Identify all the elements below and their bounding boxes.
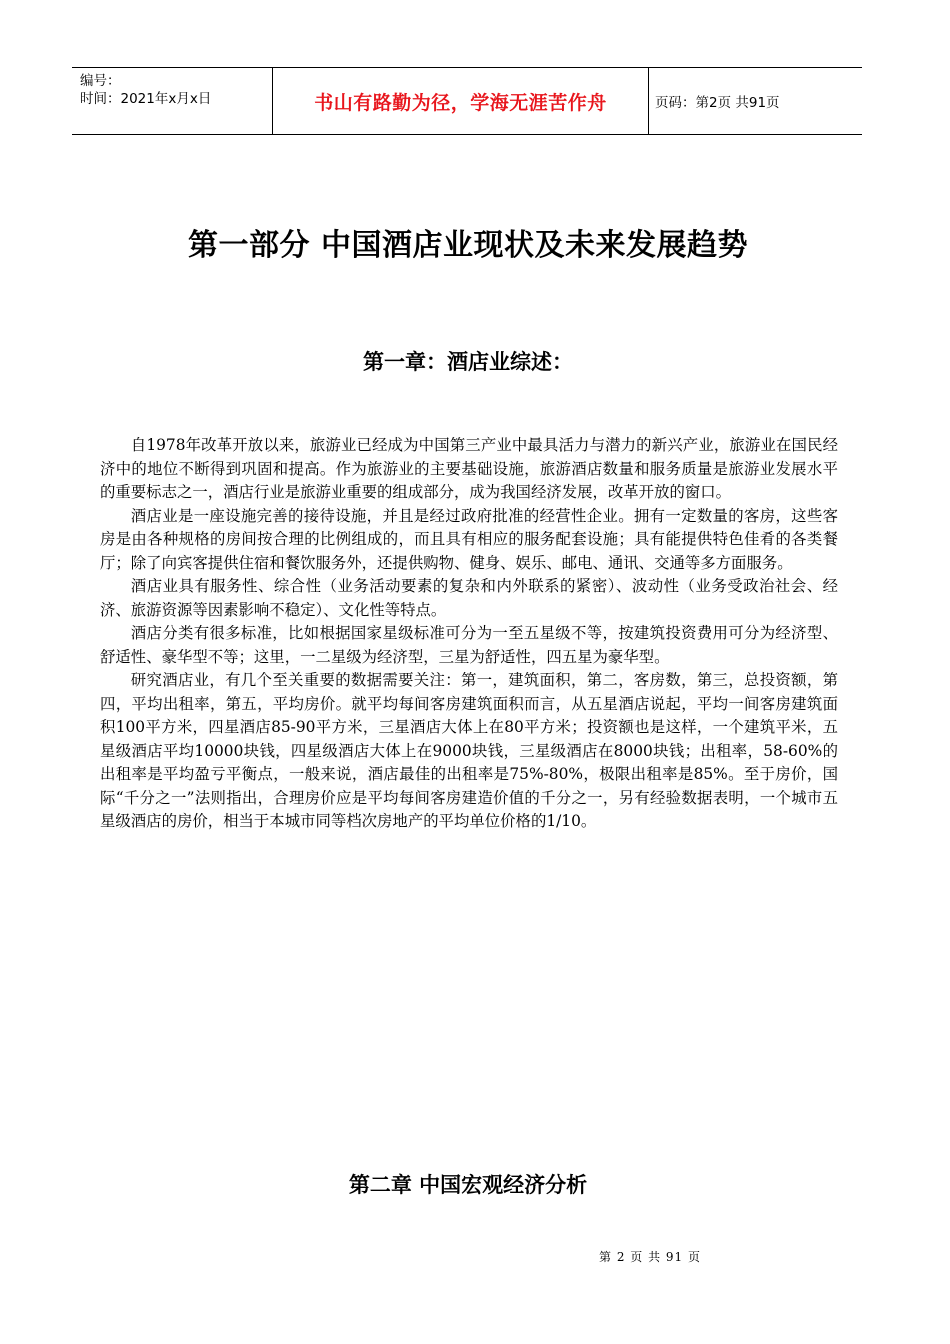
part-title: 第一部分 中国酒店业现状及未来发展趋势 [188,228,748,263]
header-page-cell [649,68,862,134]
paragraph: 酒店业是一座设施完善的接待设施，并且是经过政府批准的经营性企业。拥有一定数量的客房，这些客房是由各种规格的房间按合理的比例组成的，而且具有相应的服务配套设施；具有能提供特色佳肴的各类餐厅；除了向宾客提供住宿和餐饮服务外，还提供购物、健身、娱乐、邮电、通讯、交通等多方面服务。 [100,506,838,572]
header-meta-cell [72,68,273,134]
page-footer: 第 2 页 共 91 页 [599,1250,701,1264]
page-header [72,67,862,135]
header-motto-cell [273,68,649,134]
document-number-label: 编号： [80,73,121,89]
paragraph: 研究酒店业，有几个至关重要的数据需要关注：第一，建筑面积，第二，客房数，第三，总投资额，第四，平均出租率，第五，平均房价。就平均每间客房建筑面积而言，从五星酒店说起，平均一间客房建筑面积100平方米，四星酒店85-90平方米，三星酒店大体上在80平方米；投资额也是这样，一个建筑平米，五星级酒店平均10000块钱，四星级酒店大体上在9000块钱，三星级酒店在8000块钱；出租率，58-60%的出租率是平均盈亏平衡点，一般来说，酒店最佳的出租率是75%-80%，极限出租率是85%。至于房价，国际“千分之一”法则指出，合理房价应是平均每间客房建造价值的千分之一，另有经验数据表明，一个城市五星级酒店的房价，相当于本城市同等档次房地产的平均单位价格的1/10。 [100,671,838,830]
header-motto: 书山有路勤为径，学海无涯苦作舟 [314,91,607,114]
chapter-1-title: 第一章：酒店业综述： [363,350,573,374]
paragraph: 自1978年改革开放以来，旅游业已经成为中国第三产业中最具活力与潜力的新兴产业，旅游业在国民经济中的地位不断得到巩固和提高。作为旅游业的主要基础设施，旅游酒店数量和服务质量是旅游业发展水平的重要标志之一，酒店行业是旅游业重要的组成部分，成为我国经济发展，改革开放的窗口。 [100,436,838,501]
paragraph: 酒店分类有很多标准，比如根据国家星级标准可分为一至五星级不等，按建筑投资费用可分为经济型、舒适性、豪华型不等；这里，一二星级为经济型，三星为舒适性，四五星为豪华型。 [100,624,838,666]
header-page-info: 页码：第2页 共91页 [655,95,780,111]
document-date: 时间：2021年x月x日 [80,91,212,107]
chapter-1-body [100,434,838,834]
chapter-2-title: 第二章 中国宏观经济分析 [348,1173,588,1197]
paragraph: 酒店业具有服务性、综合性（业务活动要素的复杂和内外联系的紧密）、波动性（业务受政治社会、经济、旅游资源等因素影响不稳定）、文化性等特点。 [100,577,838,619]
